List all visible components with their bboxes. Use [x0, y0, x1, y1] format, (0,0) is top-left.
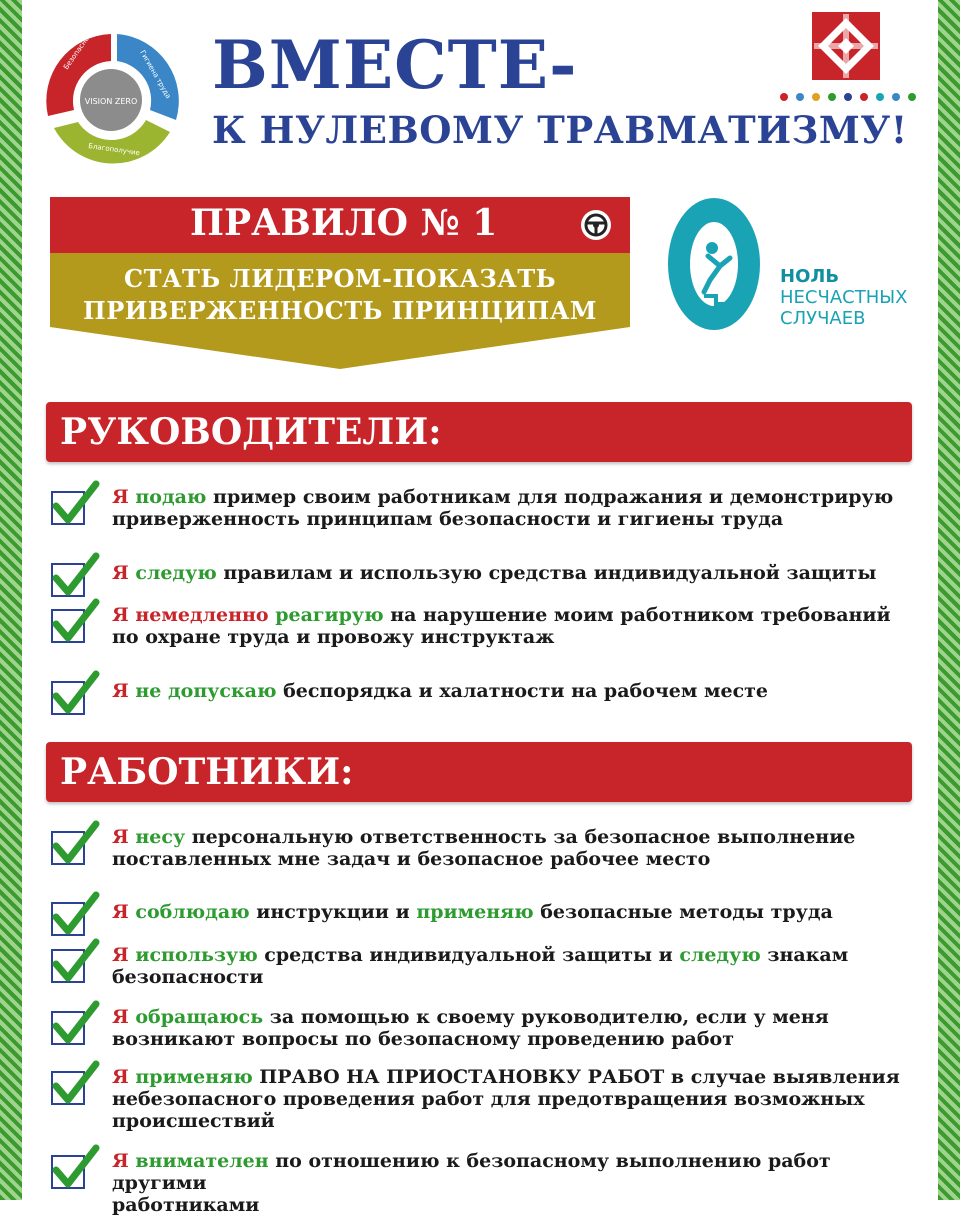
item-text: Я не допускаю беспорядка и халатности на рабочем месте	[112, 680, 769, 702]
item-text: Я внимателен по отношению к безопасному выполнению работ другими работниками	[112, 1150, 831, 1216]
managers-section-title: РУКОВОДИТЕЛИ:	[60, 411, 442, 453]
logo-segment-label: Безопасность	[62, 24, 98, 72]
right-green-border	[938, 0, 960, 1200]
item-text: Я обращаюсь за помощью к своему руководителю, если у меня возникают вопросы по безопасному проведению работ	[112, 1006, 829, 1050]
vision-zero-logo	[40, 24, 182, 172]
checkmark-icon	[50, 672, 100, 716]
checkmark-icon	[50, 482, 100, 526]
zero-accidents-logo	[664, 196, 764, 336]
sport-pictograms-icon	[778, 86, 922, 108]
item-text: Я немедленно реагирую на нарушение моим работником требований по охране труда и провожу инструктаж	[112, 604, 891, 648]
steering-wheel-icon	[580, 209, 612, 241]
zero-accidents-text	[780, 266, 907, 329]
rule-subtitle-line1: СТАТЬ ЛИДЕРОМ-ПОКАЗАТЬ	[123, 264, 556, 293]
logo-segment-label: Благополучие	[87, 142, 141, 158]
item-text: Я соблюдаю инструкции и применяю безопасные методы труда	[112, 901, 833, 923]
workers-section-title: РАБОТНИКИ:	[60, 751, 354, 793]
page-subtitle: К НУЛЕВОМУ ТРАВМАТИЗМУ!	[212, 108, 908, 152]
left-green-border	[0, 0, 22, 1200]
checkmark-icon	[50, 1146, 100, 1190]
checkmark-icon	[50, 554, 100, 598]
logo-center-label: VISION ZERO	[84, 97, 138, 106]
checkmark-icon	[50, 1062, 100, 1106]
checkmark-icon	[50, 600, 100, 644]
rule-title: ПРАВИЛО № 1	[190, 202, 498, 244]
page-title: ВМЕСТЕ-	[212, 26, 578, 104]
checkmark-icon	[50, 1002, 100, 1046]
checkmark-icon	[50, 940, 100, 984]
zero-text-line2: НЕСЧАСТНЫХ	[780, 287, 908, 308]
workers-section-header	[46, 742, 912, 802]
item-text: Я использую средства индивидуальной защиты и следую знакам безопасности	[112, 944, 849, 988]
rule-subtitle-line2: ПРИВЕРЖЕННОСТЬ ПРИНЦИПАМ	[83, 296, 597, 325]
ornament-emblem-icon	[812, 12, 880, 80]
zero-text-line3: СЛУЧАЕВ	[780, 308, 866, 329]
logo-segment-label: Гигиена труда	[138, 49, 173, 100]
checkmark-icon	[50, 893, 100, 937]
item-text: Я применяю ПРАВО НА ПРИОСТАНОВКУ РАБОТ в случае выявления небезопасного проведения работ для предотвращения возможных происшествий	[112, 1066, 900, 1132]
rule-banner	[50, 197, 630, 369]
managers-section-header	[46, 402, 912, 462]
item-text: Я несу персональную ответственность за безопасное выполнение поставленных мне задач и безопасное рабочее место	[112, 826, 856, 870]
item-text: Я подаю пример своим работникам для подражания и демонстрирую приверженность принципам безопасности и гигиены труда	[112, 486, 894, 530]
item-text: Я следую правилам и использую средства индивидуальной защиты	[112, 562, 877, 584]
zero-text-line1: НОЛЬ	[780, 266, 840, 287]
checkmark-icon	[50, 822, 100, 866]
